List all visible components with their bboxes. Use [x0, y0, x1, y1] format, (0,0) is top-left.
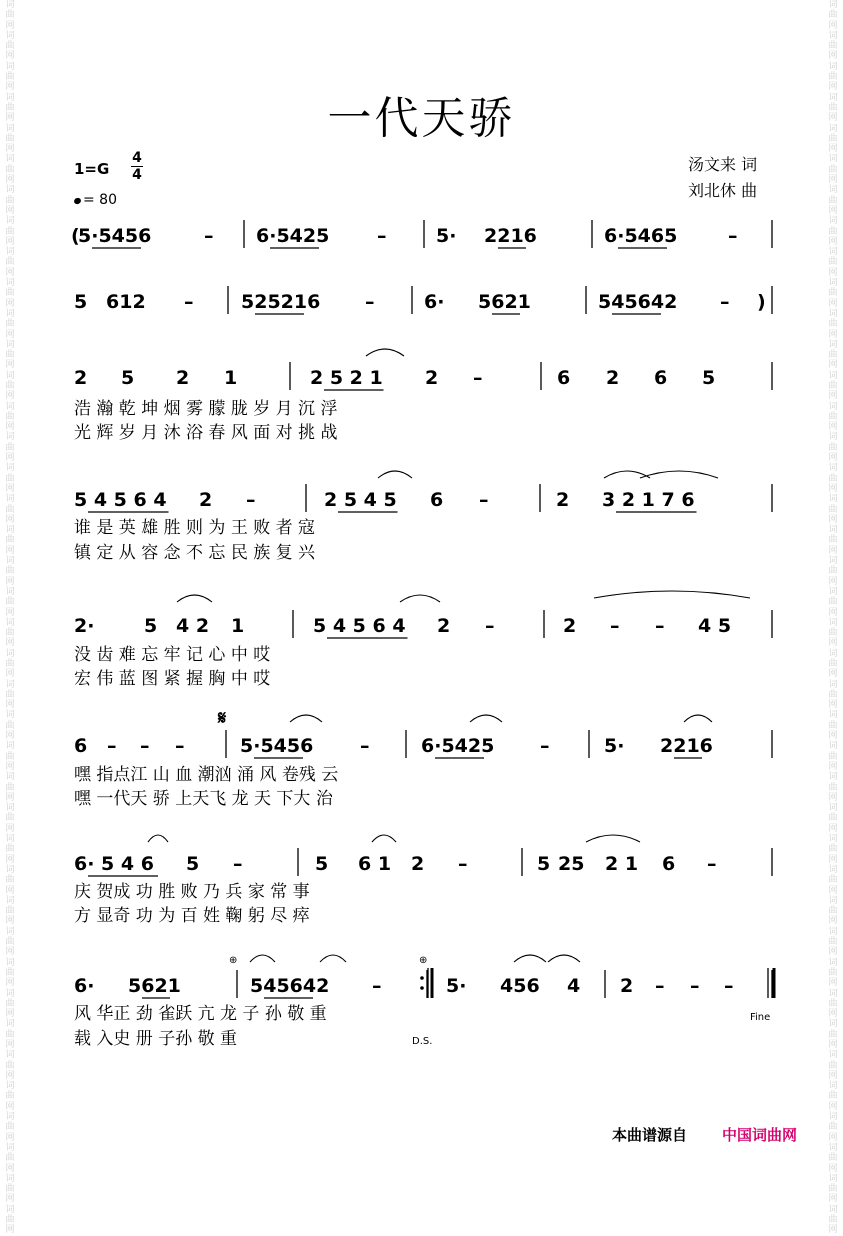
- lyric-line: 方 显奇 功 为 百 姓 鞠 躬 尽 瘁: [74, 906, 310, 926]
- lyric-line: 载 入史 册 子孙 敬 重: [74, 1029, 238, 1049]
- note-token: 1: [224, 367, 238, 389]
- note-token: –: [365, 291, 375, 313]
- fine-mark: Fine: [750, 1012, 771, 1023]
- note-token: 5: [121, 367, 135, 389]
- note-token: 456: [500, 975, 540, 997]
- segno-icon: 𝄋: [218, 707, 227, 729]
- slur-curve: [320, 955, 346, 962]
- note-token: 2: [411, 853, 425, 875]
- note-token: (: [71, 225, 80, 247]
- slur-curve: [594, 591, 750, 598]
- note-token: –: [175, 735, 185, 757]
- note-token: 6·: [424, 291, 445, 313]
- note-token: –: [540, 735, 550, 757]
- note-token: 2: [606, 367, 620, 389]
- note-token: 2·: [74, 615, 95, 637]
- note-token: 2: [74, 367, 88, 389]
- note-token: 4 2: [176, 615, 210, 637]
- watermark-left-edge: 词曲网词曲网词曲网词曲网词曲网词曲网词曲网词曲网词曲网词曲网词曲网词曲网词曲网词曲网词曲网词曲网词曲网词曲网词曲网词曲网词曲网词曲网词曲网词曲网词曲网词曲网词曲网词曲网词曲网词曲网词曲网词曲网词曲网词曲网词曲网词曲网词曲网词曲网词曲网词曲网: [5, 0, 15, 1236]
- note-token: 2 1: [605, 853, 639, 875]
- slur-curve: [586, 835, 640, 842]
- note-token: 4: [567, 975, 581, 997]
- note-token: 2 5 2 1: [310, 367, 383, 389]
- note-token: 2: [437, 615, 451, 637]
- slur-curve: [250, 955, 275, 962]
- note-token: 2: [199, 489, 213, 511]
- note-token: –: [610, 615, 620, 637]
- note-token: 6·5425: [421, 735, 495, 757]
- note-token: –: [473, 367, 483, 389]
- note-token: 2: [176, 367, 190, 389]
- lyricist-credit: 汤文来 词: [688, 155, 758, 174]
- tempo-value: = 80: [83, 192, 117, 208]
- note-token: 2: [563, 615, 577, 637]
- slur-curve: [684, 715, 712, 722]
- note-token: –: [204, 225, 214, 247]
- note-token: 5 4 5 6 4: [74, 489, 167, 511]
- lyric-line: 镇 定 从 容 念 不 忘 民 族 复 兴: [74, 543, 316, 563]
- note-token: 4 5: [698, 615, 732, 637]
- note-token: –: [140, 735, 150, 757]
- note-token: 1: [231, 615, 245, 637]
- note-token: 5: [74, 291, 88, 313]
- lyric-line: 谁 是 英 雄 胜 则 为 王 败 者 寇: [74, 518, 316, 538]
- note-token: –: [107, 735, 117, 757]
- note-token: 5: [144, 615, 158, 637]
- note-token: –: [246, 489, 256, 511]
- coda-icon: ⊕: [229, 955, 238, 966]
- note-token: –: [707, 853, 717, 875]
- lyric-line: 没 齿 难 忘 牢 记 心 中 哎: [74, 645, 271, 665]
- watermark-right-edge: 词曲网词曲网词曲网词曲网词曲网词曲网词曲网词曲网词曲网词曲网词曲网词曲网词曲网词曲网词曲网词曲网词曲网词曲网词曲网词曲网词曲网词曲网词曲网词曲网词曲网词曲网词曲网词曲网词曲网词曲网词曲网词曲网词曲网词曲网词曲网词曲网词曲网词曲网词曲网词曲网: [828, 0, 838, 1236]
- note-token: 2216: [484, 225, 537, 247]
- slur-curve: [470, 715, 502, 722]
- note-token: 6: [430, 489, 444, 511]
- note-token: 5: [186, 853, 200, 875]
- note-token: 25: [558, 853, 585, 875]
- slur-curve: [366, 349, 404, 356]
- note-token: –: [233, 853, 243, 875]
- source-label: 本曲谱源自: [612, 1126, 688, 1144]
- note-token: 2: [556, 489, 570, 511]
- slur-curve: [378, 471, 412, 478]
- note-token: ): [757, 291, 766, 313]
- note-token: 5: [702, 367, 716, 389]
- note-token: –: [728, 225, 738, 247]
- note-token: –: [655, 615, 665, 637]
- note-token: 2216: [660, 735, 713, 757]
- repeat-dot: [420, 986, 424, 990]
- lyric-line: 风 华正 劲 雀跃 亢 龙 子 孙 敬 重: [74, 1004, 327, 1024]
- lyric-line: 浩 瀚 乾 坤 烟 雾 朦 胧 岁 月 沉 浮: [74, 399, 338, 419]
- note-token: 6·: [74, 975, 95, 997]
- note-token: 525216: [241, 291, 321, 313]
- note-token: 5·: [436, 225, 457, 247]
- lyric-line: 嘿 一代天 骄 上天飞 龙 天 下大 治: [74, 789, 333, 809]
- note-token: 6 1: [358, 853, 392, 875]
- note-token: 5621: [128, 975, 181, 997]
- note-token: –: [184, 291, 194, 313]
- note-token: 6: [557, 367, 571, 389]
- note-token: 2 5 4 5: [324, 489, 397, 511]
- note-token: 2: [425, 367, 439, 389]
- note-token: 5·: [604, 735, 625, 757]
- note-token: 6· 5 4 6: [74, 853, 154, 875]
- note-token: 3 2 1 7 6: [602, 489, 695, 511]
- note-token: 5 4 5 6 4: [313, 615, 406, 637]
- coda-icon: ⊕: [419, 955, 428, 966]
- slur-curve: [548, 955, 580, 962]
- lyric-line: 庆 贺成 功 胜 败 乃 兵 家 常 事: [74, 882, 310, 902]
- note-token: 5: [537, 853, 551, 875]
- slur-curve: [290, 715, 322, 722]
- note-token: 545642: [250, 975, 330, 997]
- note-token: 5·: [446, 975, 467, 997]
- note-token: –: [655, 975, 665, 997]
- note-token: –: [458, 853, 468, 875]
- note-token: 6: [74, 735, 88, 757]
- slur-curve: [372, 835, 396, 842]
- note-token: 5: [315, 853, 329, 875]
- lyric-line: 光 辉 岁 月 沐 浴 春 风 面 对 挑 战: [74, 423, 338, 443]
- note-token: –: [360, 735, 370, 757]
- meter-top: 4: [132, 150, 142, 166]
- lyric-line: 宏 伟 蓝 图 紧 握 胸 中 哎: [74, 669, 271, 689]
- note-token: 5·5456: [240, 735, 314, 757]
- slur-curve: [514, 955, 546, 962]
- note-token: –: [724, 975, 734, 997]
- note-token: 6·5465: [604, 225, 678, 247]
- note-token: –: [372, 975, 382, 997]
- ds-mark: D.S.: [412, 1036, 433, 1047]
- note-token: –: [720, 291, 730, 313]
- slur-curve: [177, 595, 212, 602]
- note-token: 612: [106, 291, 146, 313]
- note-token: –: [479, 489, 489, 511]
- slur-curve: [400, 595, 440, 602]
- note-token: 6: [654, 367, 668, 389]
- slur-curve: [640, 471, 718, 478]
- repeat-dot: [420, 976, 424, 980]
- lyric-line: 嘿 指点江 山 血 潮汹 涌 风 卷残 云: [74, 765, 339, 785]
- song-title: 一代天骄: [327, 93, 516, 144]
- note-token: 545642: [598, 291, 678, 313]
- note-token: 6·5425: [256, 225, 330, 247]
- note-token: 2: [620, 975, 634, 997]
- meter-bottom: 4: [132, 167, 142, 183]
- note-token: –: [690, 975, 700, 997]
- source-site-link[interactable]: 中国词曲网: [722, 1126, 798, 1144]
- slur-curve: [148, 835, 168, 842]
- composer-credit: 刘北休 曲: [688, 181, 758, 200]
- note-token: 5621: [478, 291, 531, 313]
- note-token: –: [485, 615, 495, 637]
- note-token: 6: [662, 853, 676, 875]
- note-token: –: [377, 225, 387, 247]
- note-token: 5·5456: [78, 225, 152, 247]
- key-signature: 1=G: [74, 160, 110, 178]
